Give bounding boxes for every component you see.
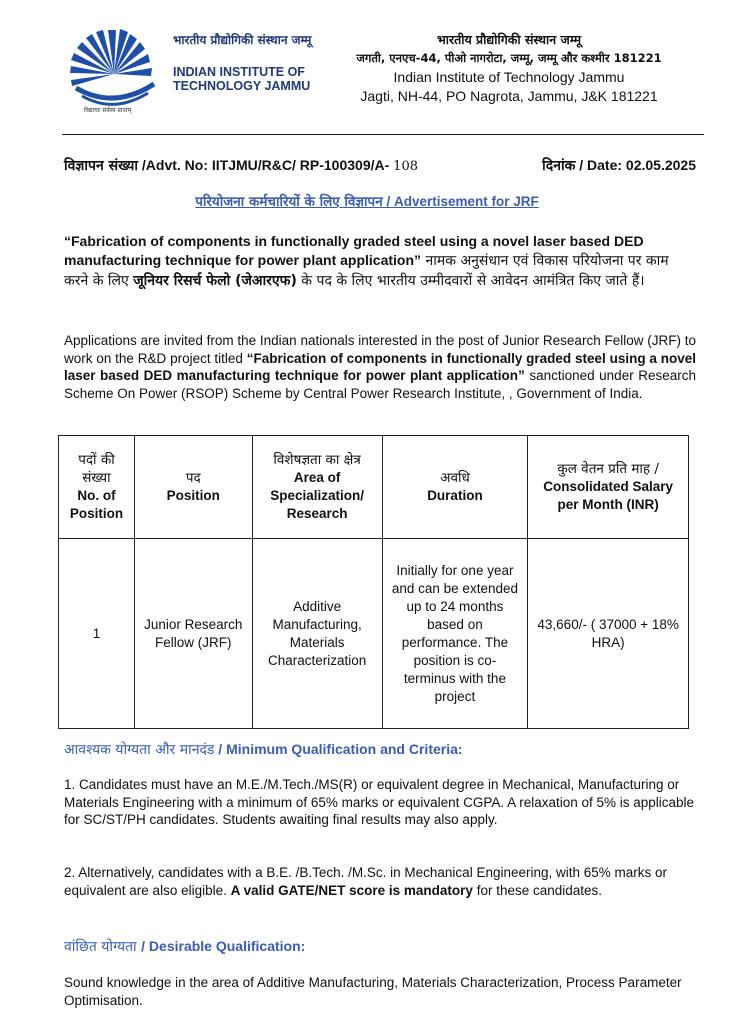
desirable-title-hindi: वांछित योग्यता — [64, 939, 142, 955]
intro-hindi-project-title: “Fabrication of components in functionally graded steel using a novel laser based DED manufacturing technique for power plant application” — [64, 233, 644, 268]
intro-english-project-title: “Fabrication of components in functionally graded steel using a novel laser based DED manufacturing technique for power plant application” — [64, 350, 696, 383]
header-divider — [62, 134, 704, 135]
header-no-of-position — [59, 436, 135, 539]
header-hindi: विशेषज्ञता का क्षेत्र — [273, 452, 361, 468]
header-english: Duration — [427, 488, 483, 503]
date-label-hindi: दिनांक — [542, 158, 576, 174]
iit-jammu-logo-icon — [68, 26, 160, 108]
header-english: Position — [166, 488, 220, 503]
address-english-name: Indian Institute of Technology Jammu — [393, 69, 625, 85]
header-hindi: पदों की संख्या — [78, 452, 115, 486]
intro-hindi-text-1: नामक अनुसंधान एवं विकास परियोजना पर काम करने के लिए — [64, 253, 669, 289]
header-hindi: अवधि — [440, 470, 470, 486]
logo-english-name: INDIAN INSTITUTE OF TECHNOLOGY JAMMU — [173, 65, 311, 93]
header-duration — [382, 436, 528, 539]
intro-english-paragraph — [64, 332, 696, 402]
header-english: Area of Specialization/ Research — [270, 470, 365, 521]
subject-hindi: परियोजना कर्मचारियों के लिए विज्ञापन — [195, 194, 383, 210]
point-2-text: 2. Alternatively, candidates with a B.E. /B.Tech. /M.Sc. in Mechanical Engineering, with 65% marks or equivalent are also eligible. — [64, 865, 668, 898]
date-value: / Date: 02.05.2025 — [575, 157, 696, 173]
desirable-title-english: / Desirable Qualification: — [141, 938, 306, 954]
cell-count: 1 — [59, 539, 135, 729]
table-row — [59, 539, 689, 729]
point-2-end: for these candidates. — [472, 882, 603, 898]
header-area — [252, 436, 382, 539]
intro-english-text-2: sanctioned under Research Scheme On Power (RSOP) Scheme by Central Power Research Institute, , Government of India. — [64, 368, 697, 401]
position-table — [58, 435, 689, 729]
advt-label-hindi: विज्ञापन संख्या — [64, 158, 139, 174]
address-hindi-location: जगती, एनएच-44, पीओ नागरोटा, जम्मू, जम्मू और कश्मीर 181221 — [356, 51, 662, 65]
cell-duration: Initially for one year and can be extended up to 24 months based on performance. The position is co-terminus with the project — [382, 539, 528, 729]
min-qual-point-2 — [64, 864, 704, 899]
cell-position: Junior Research Fellow (JRF) — [134, 539, 252, 729]
subject-english: / Advertisement for JRF — [382, 194, 539, 209]
address-hindi-name: भारतीय प्रौद्योगिकी संस्थान जम्मू — [436, 32, 582, 47]
institute-address — [324, 30, 694, 106]
desirable-qual-text: Sound knowledge in the area of Additive Manufacturing, Materials Characterization, Process Parameter Optimisation. — [64, 975, 682, 1008]
logo-hindi-name: भारतीय प्रौद्योगिकी संस्थान जम्मू — [173, 33, 312, 47]
header-position — [134, 436, 252, 539]
cell-salary: 43,660/- ( 37000 + 18% HRA) — [528, 539, 689, 729]
min-qual-title-hindi: आवश्यक योग्यता और मानदंड — [64, 742, 215, 758]
logo-motto: विद्यायाः सर्वस्व प्राप्तम् — [84, 107, 132, 114]
advt-label-english: /Advt. No: IITJMU/R&C/ RP-100309/A- — [138, 157, 394, 173]
min-qual-title-english: / Minimum Qualification and Criteria: — [214, 741, 463, 757]
advt-number-value: 108 — [393, 159, 418, 174]
intro-hindi-position: जूनियर रिसर्च फेलो (जेआरएफ) — [133, 273, 297, 289]
header-english: Consolidated Salary per Month (INR) — [543, 479, 674, 512]
advertisement-subject — [0, 192, 734, 210]
intro-english-text-1: Applications are invited from the Indian nationals interested in the post of Junior Research Fellow (JRF) to work on the R&D project titled — [64, 333, 696, 366]
min-qualification-heading — [64, 740, 463, 759]
header-hindi: पद — [185, 470, 201, 486]
desirable-qualification-heading — [64, 937, 305, 956]
address-english-location: Jagti, NH-44, PO Nagrota, Jammu, J&K 181221 — [360, 88, 658, 104]
header-english: No. of Position — [69, 488, 124, 521]
min-qual-point-1: 1. Candidates must have an M.E./M.Tech./MS(R) or equivalent degree in Mechanical, Manufacturing or Materials Engineering with a minimum of 65% marks or equivalent CGPA. A relaxation of 5% is applicable for SC/ST/PH candidates. Students awaiting final results may also apply. — [64, 777, 695, 827]
intro-hindi-paragraph — [64, 232, 696, 291]
point-2-bold: A valid GATE/NET score is mandatory — [230, 882, 473, 898]
advertisement-number — [64, 156, 418, 175]
table-header-row — [59, 436, 689, 539]
cell-area: Additive Manufacturing, Materials Characterization — [252, 539, 382, 729]
intro-hindi-text-2: के पद के लिए भारतीय उम्मीदवारों से आवेदन आमंत्रित किए जाते हैं। — [296, 273, 645, 289]
header-hindi: कुल वेतन प्रति माह / — [557, 461, 659, 477]
header-salary — [528, 436, 689, 539]
advertisement-date — [542, 156, 696, 175]
